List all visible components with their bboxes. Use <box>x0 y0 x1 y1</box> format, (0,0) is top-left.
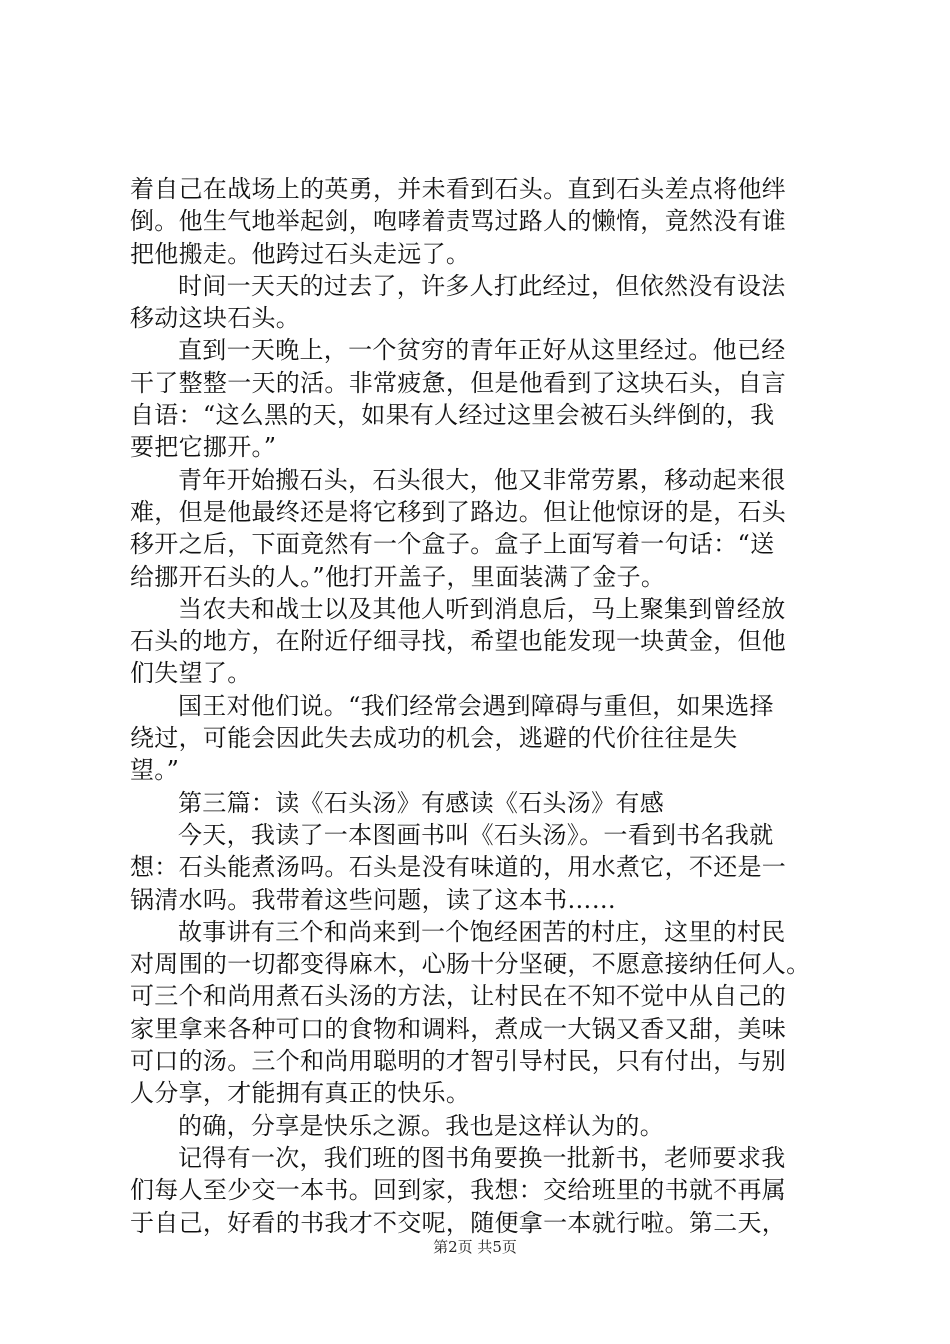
text-line: 干了整整一天的活。非常疲惫，但是他看到了这块石头，自言 <box>130 368 787 397</box>
text-line: 家里拿来各种可口的食物和调料，煮成一大锅又香又甜，美味 <box>130 1014 787 1043</box>
text-line: 们失望了。 <box>130 659 252 688</box>
text-line: 当农夫和战士以及其他人听到消息后，马上聚集到曾经放 <box>178 594 786 623</box>
text-line: 们每人至少交一本书。回到家，我想：交给班里的书就不再属 <box>130 1176 787 1205</box>
page-footer: 第2页 共5页 <box>433 1238 517 1256</box>
text-line: 着自己在战场上的英勇，并未看到石头。直到石头差点将他绊 <box>130 175 787 203</box>
text-line: 对周围的一切都变得麻木，心肠十分坚硬，不愿意接纳任何人。 <box>130 950 811 979</box>
text-line: 难，但是他最终还是将它移到了路边。但让他惊讶的是，石头 <box>130 497 787 526</box>
text-line: 倒。他生气地举起剑，咆哮着责骂过路人的懒惰，竟然没有谁 <box>130 207 787 236</box>
text-line: 移开之后，下面竟然有一个盒子。盒子上面写着一句话：“送 <box>130 530 775 559</box>
text-line: 锅清水吗。我带着这些问题，读了这本书…… <box>130 885 616 914</box>
text-line: 人分享，才能拥有真正的快乐。 <box>130 1079 471 1108</box>
text-line: 把他搬走。他跨过石头走远了。 <box>130 239 471 268</box>
text-line: 于自己，好看的书我才不交呢，随便拿一本就行啦。第二天， <box>130 1208 787 1237</box>
text-line: 绕过，可能会因此失去成功的机会，逃避的代价往往是失 <box>130 724 738 753</box>
text-line: 故事讲有三个和尚来到一个饱经困苦的村庄，这里的村民 <box>178 917 786 946</box>
text-line: 国王对他们说。“我们经常会遇到障碍与重但，如果选择 <box>178 691 774 720</box>
text-line: 望。” <box>130 756 180 785</box>
text-line: 移动这块石头。 <box>130 304 301 333</box>
text-line: 想：石头能煮汤吗。石头是没有味道的，用水煮它，不还是一 <box>130 853 787 882</box>
text-line: 石头的地方，在附近仔细寻找，希望也能发现一块黄金，但他 <box>130 627 787 656</box>
text-line: 的确，分享是快乐之源。我也是这样认为的。 <box>178 1111 664 1140</box>
text-line: 可三个和尚用煮石头汤的方法，让村民在不知不觉中从自己的 <box>130 982 787 1011</box>
text-line: 今天，我读了一本图画书叫《石头汤》。一看到书名我就 <box>178 820 774 849</box>
document-body <box>130 173 825 1239</box>
text-line: 给挪开石头的人。”他打开盖子，里面装满了金子。 <box>130 562 666 591</box>
text-line: 可口的汤。三个和尚用聪明的才智引导村民，只有付出，与别 <box>130 1047 787 1076</box>
text-line: 第三篇：读《石头汤》有感读《石头汤》有感 <box>178 788 664 817</box>
text-line: 青年开始搬石头，石头很大，他又非常劳累，移动起来很 <box>178 465 786 494</box>
text-line: 直到一天晚上，一个贫穷的青年正好从这里经过。他已经 <box>178 336 786 365</box>
text-line: 要把它挪开。” <box>130 433 277 462</box>
text-line: 记得有一次，我们班的图书角要换一批新书，老师要求我 <box>178 1143 786 1172</box>
text-line: 时间一天天的过去了，许多人打此经过，但依然没有设法 <box>178 271 786 300</box>
text-line: 自语：“这么黑的天，如果有人经过这里会被石头绊倒的，我 <box>130 401 775 430</box>
